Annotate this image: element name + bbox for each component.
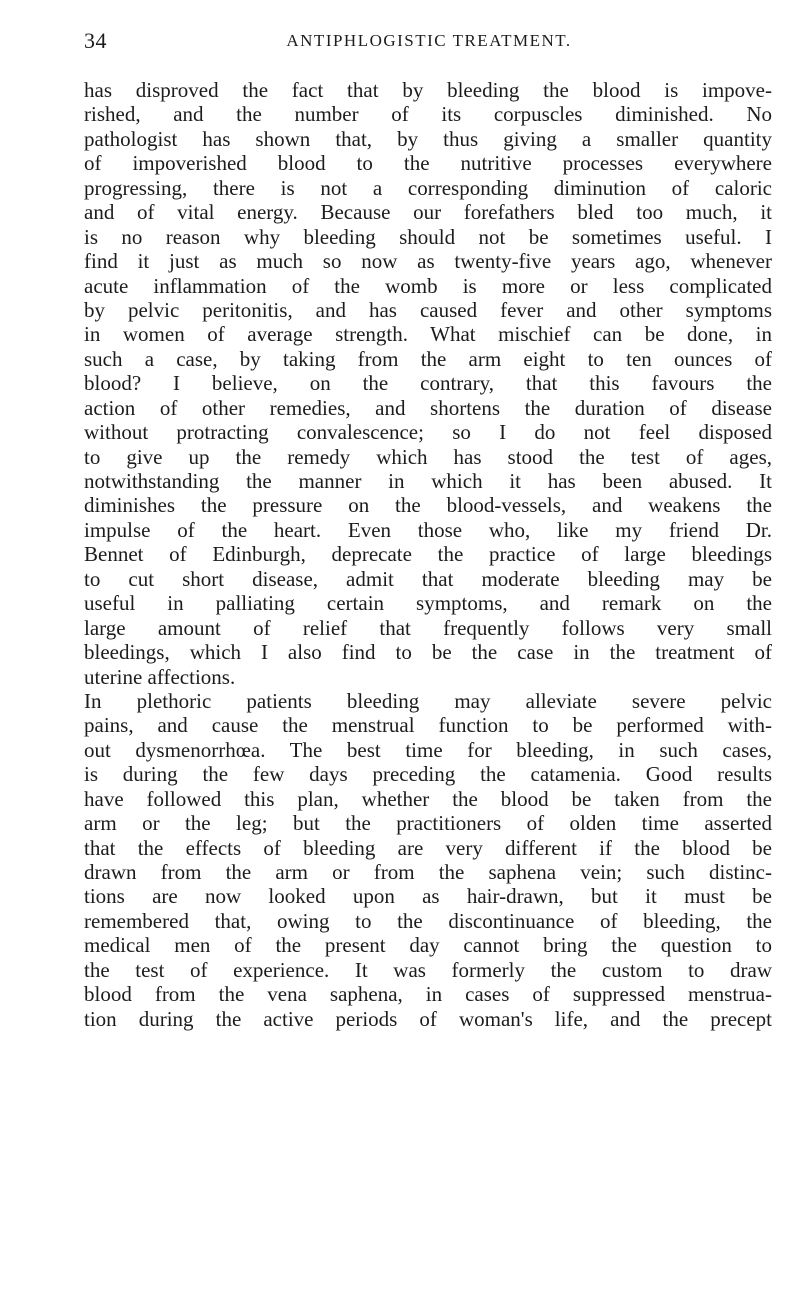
text-line: by pelvic peritonitis, and has caused fever and other symptoms (84, 297, 772, 322)
body-text (84, 78, 772, 1031)
text-line: the test of experience. It was formerly the custom to draw (84, 957, 772, 982)
text-line: find it just as much so now as twenty-five years ago, whenever (84, 249, 772, 274)
text-line: notwithstanding the manner in which it has been abused. It (84, 469, 772, 493)
text-line: bleedings, which I also find to be the case in the treatment of (84, 640, 772, 665)
text-line: progressing, there is not a corresponding diminution of caloric (84, 175, 772, 200)
text-line: has disproved the fact that by bleeding the blood is impove- (84, 78, 772, 102)
text-line: to cut short disease, admit that moderate bleeding may be (84, 566, 772, 591)
text-line: blood from the vena saphena, in cases of suppressed menstrua- (84, 982, 772, 1007)
text-line: without protracting convalescence; so I do not feel disposed (84, 420, 772, 445)
text-line: that the effects of bleeding are very different if the blood be (84, 835, 772, 860)
running-head (84, 28, 774, 58)
text-line: useful in palliating certain symptoms, and remark on the (84, 591, 772, 616)
text-line: in women of average strength. What mischief can be done, in (84, 322, 772, 347)
paragraph-start-line: In plethoric patients bleeding may alleviate severe pelvic (84, 688, 772, 713)
text-line: large amount of relief that frequently follows very small (84, 615, 772, 640)
text-line: rished, and the number of its corpuscles diminished. No (84, 102, 772, 127)
running-title: ANTIPHLOGISTIC TREATMENT. (286, 31, 572, 50)
text-line: arm or the leg; but the practitioners of olden time asserted (84, 811, 772, 836)
text-line: tion during the active periods of woman's life, and the precept (84, 1006, 772, 1031)
text-line: is during the few days preceding the catamenia. Good results (84, 762, 772, 787)
text-line: pains, and cause the menstrual function to be performed with- (84, 713, 772, 738)
text-line: drawn from the arm or from the saphena vein; such distinc- (84, 860, 772, 884)
paragraph-end-line: uterine affections. (84, 664, 236, 689)
text-line: and of vital energy. Because our forefathers bled too much, it (84, 200, 772, 225)
text-line: medical men of the present day cannot bring the question to (84, 933, 772, 958)
text-line: diminishes the pressure on the blood-vessels, and weakens the (84, 493, 772, 518)
text-line: Bennet of Edinburgh, deprecate the practice of large bleedings (84, 542, 772, 567)
text-line: such a case, by taking from the arm eight to ten ounces of (84, 346, 772, 371)
text-line: is no reason why bleeding should not be sometimes useful. I (84, 224, 772, 249)
text-line: out dysmenorrhœa. The best time for bleeding, in such cases, (84, 737, 772, 762)
text-line: impulse of the heart. Even those who, like my friend Dr. (84, 517, 772, 542)
text-line: acute inflammation of the womb is more or less complicated (84, 273, 772, 298)
text-line: of impoverished blood to the nutritive processes everywhere (84, 151, 772, 176)
text-line: blood? I believe, on the contrary, that this favours the (84, 371, 772, 396)
text-line: tions are now looked upon as hair-drawn, but it must be (84, 884, 772, 909)
text-line: have followed this plan, whether the blood be taken from the (84, 786, 772, 811)
text-line: remembered that, owing to the discontinuance of bleeding, the (84, 908, 772, 933)
text-line: pathologist has shown that, by thus giving a smaller quantity (84, 126, 772, 151)
text-line: action of other remedies, and shortens the duration of disease (84, 395, 772, 420)
page-number: 34 (84, 28, 107, 53)
text-line: to give up the remedy which has stood the test of ages, (84, 444, 772, 469)
